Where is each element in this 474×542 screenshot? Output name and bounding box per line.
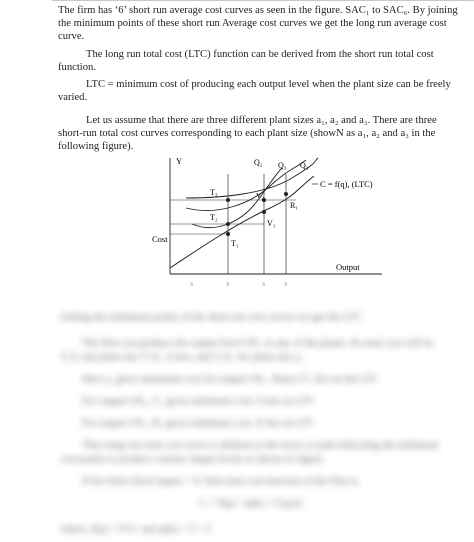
x-tick-2: x xyxy=(226,280,230,288)
paragraph-ltc-definition: LTC = minimum cost of producing each output level when the plant size can be freely varied. xyxy=(58,79,451,103)
blurred-line: Thus long run total cost curve is defined as the locus or path indicating the minimum xyxy=(82,440,439,451)
blurred-line: cost points to produce various output levels as shown in figure. xyxy=(60,454,326,465)
stc-curve-3 xyxy=(186,158,318,198)
stc-curve-2 xyxy=(186,160,306,211)
blurred-line: Here a₁ gives minimum cost for output OX₁. Hence T₁ lies on the LTC xyxy=(82,374,379,385)
label-q3-a: Q₃ xyxy=(278,161,287,170)
x-tick-3: x xyxy=(262,280,266,288)
cost-label: Cost xyxy=(152,234,168,244)
label-t2: T₂ xyxy=(210,213,218,222)
label-v1: V₁ xyxy=(267,219,276,228)
blurred-line: For output OX₂, V₂ gives minimum cost. It lies on LTC xyxy=(82,396,316,407)
label-v2: V₂ xyxy=(256,191,265,200)
point-t3 xyxy=(226,198,230,202)
x-tick-4: x xyxy=(284,280,288,288)
blurred-line: If the firms fixed inputs = 'k' then total cost function of the firm is xyxy=(82,476,359,487)
point-r1 xyxy=(284,192,288,196)
ltc-label: C = f(q), (LTC) xyxy=(320,179,373,189)
ltc-curve xyxy=(170,176,314,268)
output-label: Output xyxy=(336,262,360,272)
paragraph-plant-sizes: Let us assume that there are three different plant sizes a₁, a₂ and a₃. There are three short-run total cost curves corresponding to each plant size (showN as a₁, a₂ and a₃ in the following figure). xyxy=(58,115,437,152)
blurred-line: T₁X, but plant size T₁X₁ is less, and T₂X₁ for plant size a₂ xyxy=(60,352,304,363)
blurred-line: Joining the minimum points of the short run cost curves we get the LTC xyxy=(60,312,363,323)
top-rule xyxy=(52,0,474,1)
x-tick-1: x xyxy=(190,280,194,288)
paragraph-sac: The firm has ‘6’ short run average cost curves as seen in the figure. SAC₁ to SAC₆. By joining the minimum points of these short run Average cost curves we get the long run average cost curve. xyxy=(58,5,458,42)
blurred-line: where, f(q) = TVC and φ(k) = T = C xyxy=(60,524,213,535)
label-q3-b: Q₃ xyxy=(300,161,309,170)
blurred-line: For output OX₃, R₃ gives minimum cost. It lies on LTC xyxy=(82,418,315,429)
blurred-line: C = f(q) = φ(k) = C(q,k) xyxy=(200,498,302,509)
label-t3: T₃ xyxy=(210,188,218,197)
paragraph-ltc-derivation: The long run total cost (LTC) function can be derived from the short run total cost function. xyxy=(58,49,434,73)
point-t1 xyxy=(226,232,230,236)
cost-curve-figure xyxy=(146,152,396,302)
label-q2: Q₂ xyxy=(254,158,263,167)
point-t2 xyxy=(226,222,230,226)
point-v1 xyxy=(262,210,266,214)
blurred-line: The firm can produce the output level OX₁ in any of the plants. Its total cost will be xyxy=(82,338,434,349)
label-r1: R₁ xyxy=(290,201,299,210)
label-t1: T₁ xyxy=(231,239,239,248)
y-axis-label: Y xyxy=(176,156,183,166)
